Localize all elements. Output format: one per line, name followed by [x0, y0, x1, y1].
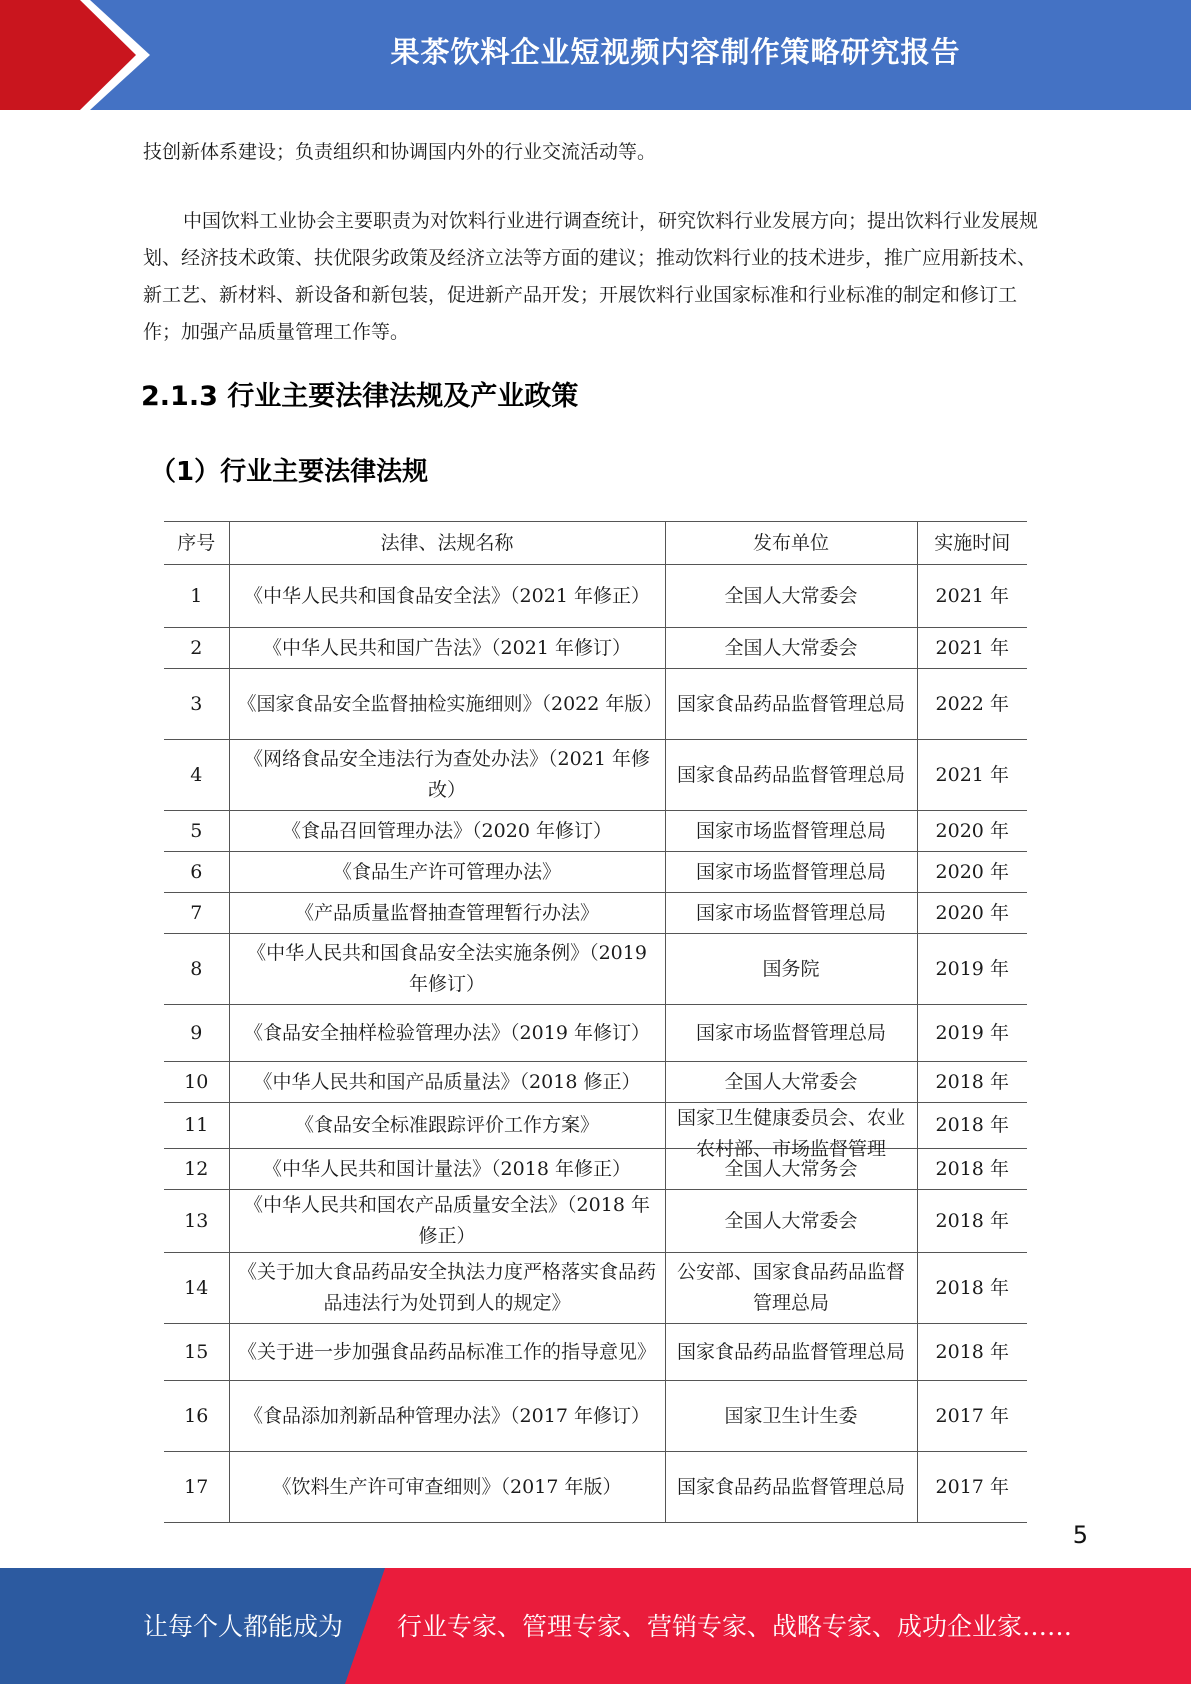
cell-number: 3: [164, 669, 229, 740]
table-row: [164, 740, 1027, 811]
cell-law-name: 《食品添加剂新品种管理办法》（2017 年修订）: [229, 1381, 665, 1452]
cell-date: 2017 年: [917, 1381, 1027, 1452]
footer-slogan-left: 让每个人都能成为: [143, 1612, 344, 1641]
table-row: [164, 628, 1027, 669]
cell-issuer: 全国人大常务会: [665, 1149, 917, 1190]
laws-table: [164, 522, 1027, 1523]
cell-law-name: 《关于加大食品药品安全执法力度严格落实食品药品违法行为处罚到人的规定》: [229, 1253, 665, 1324]
table-row: [164, 1381, 1027, 1452]
cell-law-name: 《中华人民共和国食品安全法实施条例》（2019 年修订）: [229, 934, 665, 1005]
cell-law-name: 《国家食品安全监督抽检实施细则》（2022 年版）: [229, 669, 665, 740]
cell-law-name: 《食品召回管理办法》（2020 年修订）: [229, 811, 665, 852]
cell-date: 2021 年: [917, 740, 1027, 811]
cell-issuer: 国家市场监督管理总局: [665, 893, 917, 934]
cell-law-name: 《食品安全标准跟踪评价工作方案》: [229, 1103, 665, 1149]
table-row: [164, 934, 1027, 1005]
cell-issuer: 国家食品药品监督管理总局: [665, 1452, 917, 1523]
header-cell-name: 法律、法规名称: [229, 522, 665, 565]
report-title: 果茶饮料企业短视频内容制作策略研究报告: [390, 35, 961, 69]
cell-issuer: 全国人大常委会: [665, 628, 917, 669]
cell-date: 2019 年: [917, 1005, 1027, 1062]
header-cell-issuer: 发布单位: [665, 522, 917, 565]
table-row: [164, 1149, 1027, 1190]
table-row: [164, 1005, 1027, 1062]
cell-date: 2018 年: [917, 1253, 1027, 1324]
cell-number: 15: [164, 1324, 229, 1381]
cell-date: 2020 年: [917, 852, 1027, 893]
table-row: [164, 1062, 1027, 1103]
cell-issuer: 国家食品药品监督管理总局: [665, 1324, 917, 1381]
cell-number: 9: [164, 1005, 229, 1062]
cell-law-name: 《中华人民共和国产品质量法》（2018 修正）: [229, 1062, 665, 1103]
cell-number: 8: [164, 934, 229, 1005]
cell-law-name: 《产品质量监督抽查管理暂行办法》: [229, 893, 665, 934]
table-row: [164, 1253, 1027, 1324]
cell-date: 2022 年: [917, 669, 1027, 740]
table-row: [164, 669, 1027, 740]
table-row: [164, 1452, 1027, 1523]
cell-issuer: 全国人大常委会: [665, 1062, 917, 1103]
cell-law-name: 《食品生产许可管理办法》: [229, 852, 665, 893]
cell-law-name: 《中华人民共和国计量法》（2018 年修正）: [229, 1149, 665, 1190]
cell-date: 2018 年: [917, 1324, 1027, 1381]
section-heading: 2.1.3 行业主要法律法规及产业政策: [141, 381, 579, 412]
cell-law-name: 《网络食品安全违法行为查处办法》（2021 年修改）: [229, 740, 665, 811]
cell-number: 6: [164, 852, 229, 893]
cell-issuer: 全国人大常委会: [665, 565, 917, 628]
cell-issuer: [665, 1103, 917, 1160]
cell-issuer: 国务院: [665, 934, 917, 1005]
cell-date: 2021 年: [917, 628, 1027, 669]
cell-date: 2019 年: [917, 934, 1027, 1005]
cell-date: 2018 年: [917, 1062, 1027, 1103]
cell-issuer: 国家食品药品监督管理总局: [665, 669, 917, 740]
cell-date: 2020 年: [917, 893, 1027, 934]
cell-issuer: 全国人大常委会: [665, 1190, 917, 1253]
table-row: [164, 811, 1027, 852]
header-arrow-icon: [0, 0, 140, 110]
page-number: 5: [1072, 1521, 1088, 1549]
cell-date: 2020 年: [917, 811, 1027, 852]
cell-number: 16: [164, 1381, 229, 1452]
header-cell-number: 序号: [164, 522, 229, 565]
cell-law-name: 《中华人民共和国农产品质量安全法》（2018 年修正）: [229, 1190, 665, 1253]
cell-number: 7: [164, 893, 229, 934]
cell-issuer-text: 国家卫生健康委员会、农业农村部、市场监督管理: [676, 1107, 905, 1160]
cell-date: 2018 年: [917, 1190, 1027, 1253]
paragraph-continued: 技创新体系建设；负责组织和协调国内外的行业交流活动等。: [143, 141, 657, 163]
paragraph-association-duties: 中国饮料工业协会主要职责为对饮料行业进行调查统计，研究饮料行业发展方向；提出饮料行业发展规划、经济技术政策、扶优限劣政策及经济立法等方面的建议；推动饮料行业的技术进步，推广应用新技术、新工艺、新材料、新设备和新包装，促进新产品开发；开展饮料行业国家标准和行业标准的制定和修订工作；加强产品质量管理工作等。: [143, 210, 1039, 343]
cell-number: 2: [164, 628, 229, 669]
table-row: [164, 1103, 1027, 1149]
cell-issuer: 国家市场监督管理总局: [665, 852, 917, 893]
cell-law-name: 《关于进一步加强食品药品标准工作的指导意见》: [229, 1324, 665, 1381]
cell-number: 5: [164, 811, 229, 852]
cell-date: 2018 年: [917, 1103, 1027, 1149]
table-header-row: [164, 522, 1027, 565]
cell-issuer: 国家市场监督管理总局: [665, 1005, 917, 1062]
table-row: [164, 893, 1027, 934]
cell-law-name: 《食品安全抽样检验管理办法》（2019 年修订）: [229, 1005, 665, 1062]
cell-issuer: 公安部、国家食品药品监督管理总局: [665, 1253, 917, 1324]
subsection-heading: （1）行业主要法律法规: [150, 457, 429, 487]
footer-slogan-right: 行业专家、管理专家、营销专家、战略专家、成功企业家……: [397, 1612, 1073, 1641]
header-cell-date: 实施时间: [917, 522, 1027, 565]
table-row: [164, 1324, 1027, 1381]
cell-number: 14: [164, 1253, 229, 1324]
cell-number: 11: [164, 1103, 229, 1149]
cell-date: 2017 年: [917, 1452, 1027, 1523]
cell-issuer: 国家卫生计生委: [665, 1381, 917, 1452]
page-header: [0, 0, 1191, 110]
cell-date: 2021 年: [917, 565, 1027, 628]
cell-number: 4: [164, 740, 229, 811]
laws-table-container: [164, 521, 1027, 1498]
table-row: [164, 852, 1027, 893]
cell-issuer: 国家市场监督管理总局: [665, 811, 917, 852]
cell-law-name: 《中华人民共和国食品安全法》（2021 年修正）: [229, 565, 665, 628]
cell-law-name: 《中华人民共和国广告法》（2021 年修订）: [229, 628, 665, 669]
cell-issuer: 国家食品药品监督管理总局: [665, 740, 917, 811]
cell-number: 13: [164, 1190, 229, 1253]
cell-number: 17: [164, 1452, 229, 1523]
cell-date: 2018 年: [917, 1149, 1027, 1190]
cell-law-name: 《饮料生产许可审查细则》（2017 年版）: [229, 1452, 665, 1523]
cell-number: 1: [164, 565, 229, 628]
table-row: [164, 1190, 1027, 1253]
cell-number: 10: [164, 1062, 229, 1103]
cell-number: 12: [164, 1149, 229, 1190]
table-row: [164, 565, 1027, 628]
